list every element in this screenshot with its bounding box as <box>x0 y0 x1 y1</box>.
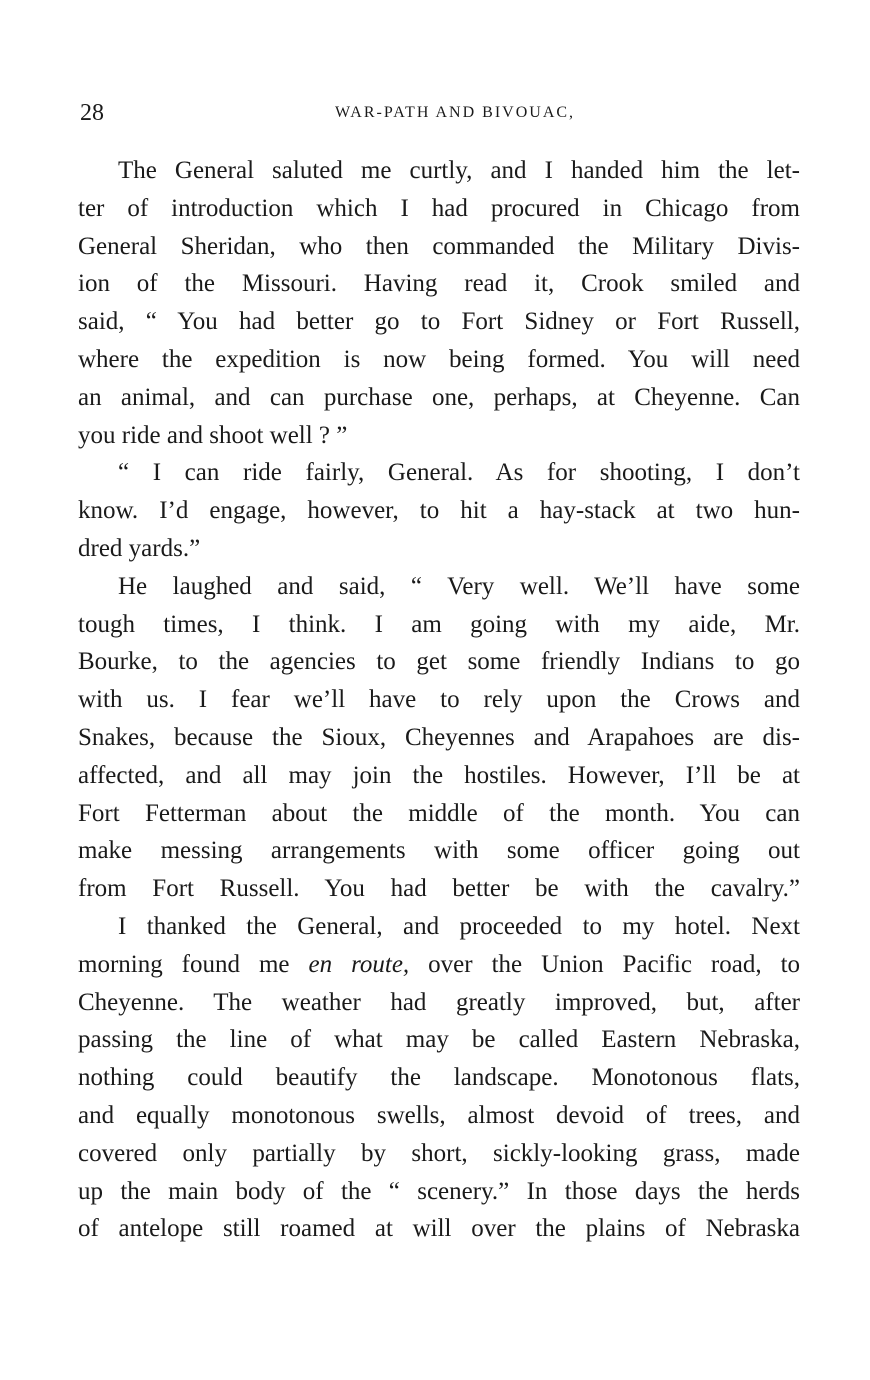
text-line: know. I’d engage, however, to hit a hay-stack at two hun- <box>78 497 800 525</box>
text-line: The General saluted me curtly, and I handed him the let- <box>118 157 800 184</box>
text-line: an animal, and can purchase one, perhaps, at Cheyenne. Can <box>78 383 800 411</box>
text-line-mixed <box>78 946 800 984</box>
text-line: “ I can ride fairly, General. As for shooting, I don’t <box>118 459 800 487</box>
text-line: I thanked the General, and proceeded to my hotel. Next <box>118 912 800 940</box>
text-line: nothing could beautify the landscape. Monotonous flats, <box>78 1064 800 1092</box>
text-segment: morning found me <box>78 950 290 978</box>
text-segment: over the Union Pacific road, to <box>428 950 801 978</box>
text-line: ion of the Missouri. Having read it, Crook smiled and <box>78 270 800 298</box>
text-line: covered only partially by short, sickly-looking grass, made <box>78 1139 800 1167</box>
text-line: passing the line of what may be called Eastern Nebraska, <box>78 1026 800 1054</box>
text-line: where the expedition is now being formed. You will need <box>78 345 800 373</box>
text-line: Fort Fetterman about the middle of the month. You can <box>78 799 800 827</box>
text-line: Snakes, because the Sioux, Cheyennes and Arapahoes are dis- <box>78 723 800 751</box>
text-line: you ride and shoot well ? ” <box>78 421 348 449</box>
text-line: Bourke, to the agencies to get some friendly Indians to go <box>78 648 800 676</box>
text-line: and equally monotonous swells, almost devoid of trees, and <box>78 1101 800 1129</box>
text-line: General Sheridan, who then commanded the Military Divis- <box>78 232 800 260</box>
text-line: dred yards.” <box>78 534 201 562</box>
body-text <box>78 152 800 1248</box>
text-line: tough times, I think. I am going with my aide, Mr. <box>78 610 800 638</box>
text-line: of antelope still roamed at will over the plains of Nebraska <box>78 1215 800 1243</box>
text-line: ter of introduction which I had procured in Chicago from <box>78 194 800 222</box>
text-line: make messing arrangements with some officer going out <box>78 837 800 865</box>
text-line: Cheyenne. The weather had greatly improved, but, after <box>78 988 800 1016</box>
text-line: He laughed and said, “ Very well. We’ll have some <box>118 572 800 600</box>
text-line: up the main body of the “ scenery.” In those days the herds <box>78 1177 800 1205</box>
text-line: affected, and all may join the hostiles. However, I’ll be at <box>78 761 800 789</box>
text-line: said, “ You had better go to Fort Sidney or Fort Russell, <box>78 308 800 336</box>
text-line: with us. I fear we’ll have to rely upon the Crows and <box>78 686 800 714</box>
running-head <box>80 100 800 130</box>
running-title: WAR-PATH AND BIVOUAC, <box>334 104 576 121</box>
text-line: from Fort Russell. You had better be with the cavalry.” <box>78 875 800 903</box>
italic-phrase: en route, <box>308 950 410 978</box>
page-number: 28 <box>80 100 104 126</box>
